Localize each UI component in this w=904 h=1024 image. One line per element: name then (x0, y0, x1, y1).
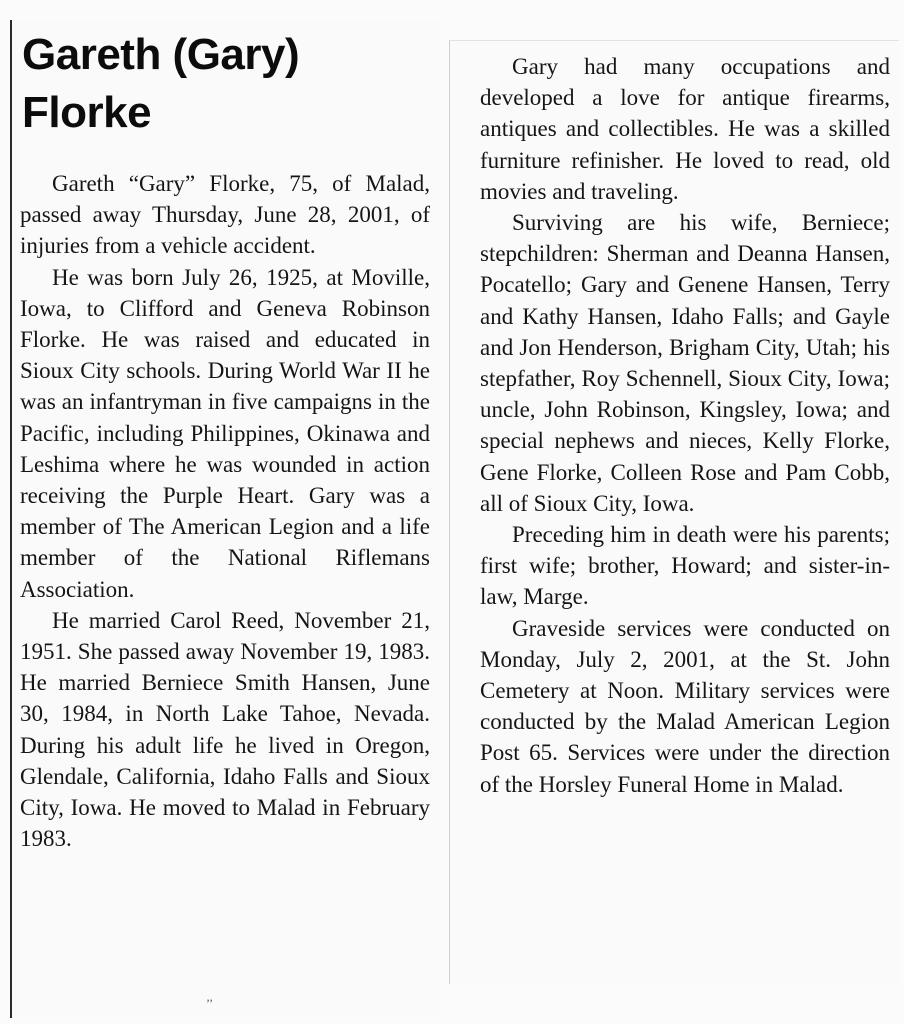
paragraph-biography: He was born July 26, 1925, at Moville, Iowa, to Clifford and Geneva Robinson Florke. He was raised and educated in Sioux City schools. During World War II he was an infantryman in five campaigns in the Pacific, including Philippines, Okinawa and Leshima where he was wounded in action receiving the Purple Heart. Gary was a member of The American Legion and a life member of the National Riflemans Association. (20, 264, 430, 602)
paragraph-survivors: Surviving are his wife, Berniece; stepchildren: Sherman and Deanna Hansen, Pocatello; Gary and Genene Hansen, Terry and Kathy Hansen, Idaho Falls; and Gayle and Jon Henderson, Brigham City, Utah; his stepfather, Roy Schennell, Sioux City, Iowa; uncle, John Robinson, Kingsley, Iowa; and special nephews and nieces, Kelly Florke, Gene Florke, Colleen Rose and Pam Cobb, all of Sioux City, Iowa. (480, 210, 890, 516)
scan-speck: ’’ (206, 996, 214, 1010)
obituary-clipping-right (449, 40, 899, 984)
paragraph-preceded: Preceding him in death were his parents; first wife; brother, Howard; and sister-in-law, Marge. (480, 522, 890, 610)
obituary-title: Gareth (Gary) Florke (22, 30, 300, 137)
paragraph-marriages: He married Carol Reed, November 21, 1951. She passed away November 19, 1983. He married Berniece Smith Hansen, June 30, 1984, in North Lake Tahoe, Nevada. During his adult life he lived in Oregon, Glendale, California, Idaho Falls and Sioux City, Iowa. He moved to Malad in February 1983. (20, 607, 430, 852)
paragraph-occupations: Gary had many occupations and developed a love for antique firearms, antiques and collectibles. He was a skilled furniture refinisher. He loved to read, old movies and traveling. (480, 54, 890, 204)
obituary-clipping-left (10, 20, 440, 1018)
paragraph-services: Graveside services were conducted on Monday, July 2, 2001, at the St. John Cemetery at Noon. Military services were conducted by the Malad American Legion Post 65. Services were under the direction of the Horsley Funeral Home in Malad. (480, 615, 890, 797)
right-column-text (480, 51, 890, 800)
paragraph-death-notice: Gareth “Gary” Florke, 75, of Malad, passed away Thursday, June 28, 2001, of injuries from a vehicle accident. (20, 171, 430, 259)
left-column-text (20, 168, 430, 854)
